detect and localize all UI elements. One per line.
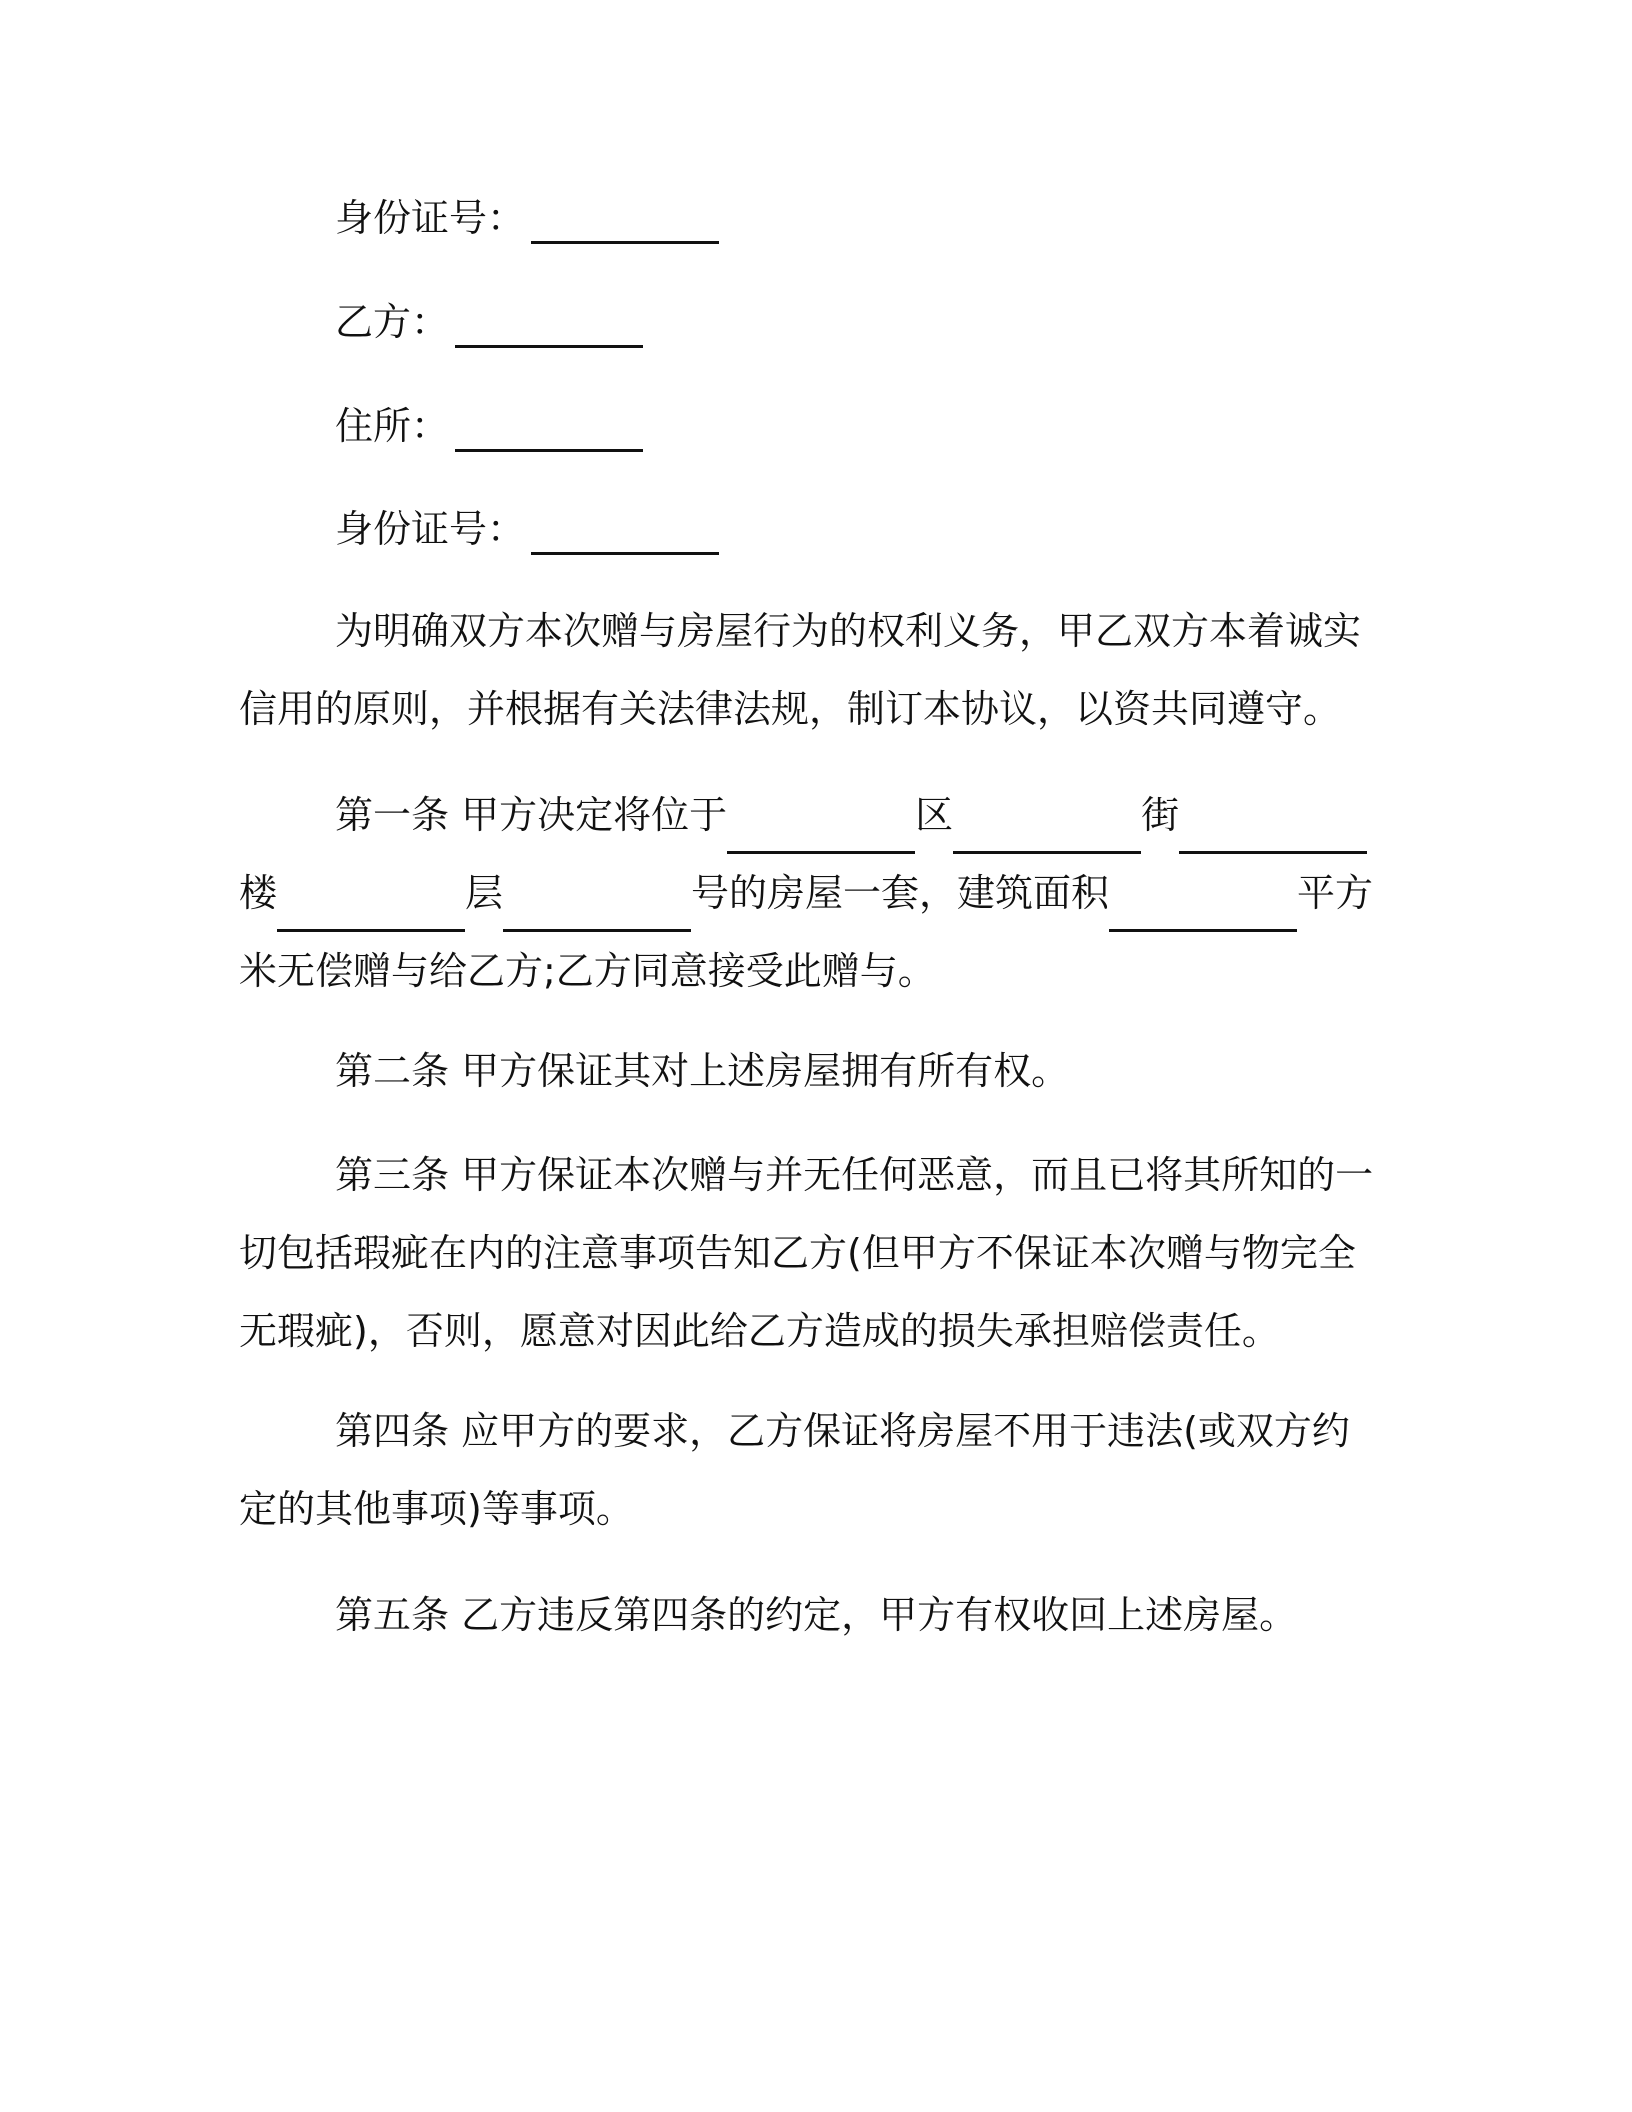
residence-blank[interactable] [455,413,643,452]
id-number-blank-2[interactable] [531,516,719,555]
id-number-blank-1[interactable] [531,205,719,244]
id-number-field-2 [335,503,719,555]
article-1-text-4: 楼 [239,871,278,915]
party-b-label: 乙方： [335,300,450,344]
article-4-text: 第四条 应甲方的要求，乙方保证将房屋不用于违法(或双方约定的其他事项)等事项。 [239,1409,1350,1531]
article-4-paragraph [239,1392,1379,1548]
article-2-paragraph [239,1032,1379,1110]
article-1-text-2: 区 [915,793,954,837]
article-1-text-7: 平方米无偿赠与给乙方;乙方同意接受此赠与。 [239,871,1374,993]
area-blank[interactable] [1109,895,1297,932]
id-number-field-1 [335,192,719,244]
number-blank[interactable] [503,895,691,932]
preamble-text: 为明确双方本次赠与房屋行为的权利义务，甲乙双方本着诚实信用的原则，并根据有关法律法规，制订本协议，以资共同遵守。 [239,609,1362,731]
id-number-label-2: 身份证号： [335,507,526,551]
district-blank[interactable] [727,817,915,854]
article-3-paragraph [239,1136,1379,1370]
article-1-text-3: 街 [1141,793,1180,837]
article-1-text-1: 第一条 甲方决定将位于 [335,793,728,837]
street-blank[interactable] [953,817,1141,854]
residence-field [335,400,643,452]
residence-label: 住所： [335,404,450,448]
article-1-text-5: 层 [465,871,504,915]
party-b-field [335,296,643,348]
article-5-text: 第五条 乙方违反第四条的约定，甲方有权收回上述房屋。 [335,1593,1298,1637]
article-3-text: 第三条 甲方保证本次赠与并无任何恶意，而且已将其所知的一切包括瑕疵在内的注意事项告知乙方(但甲方不保证本次赠与物完全无瑕疵)，否则，愿意对因此给乙方造成的损失承担赔偿责任。 [239,1153,1374,1353]
article-2-text: 第二条 甲方保证其对上述房屋拥有所有权。 [335,1049,1070,1093]
id-number-label-1: 身份证号： [335,196,526,240]
building-blank[interactable] [1179,817,1367,854]
preamble-paragraph [239,592,1379,748]
party-b-blank[interactable] [455,309,643,348]
article-1-text-6: 号的房屋一套，建筑面积 [691,871,1110,915]
article-1-paragraph [239,776,1379,1010]
article-5-paragraph [239,1576,1379,1654]
floor-blank[interactable] [277,895,465,932]
